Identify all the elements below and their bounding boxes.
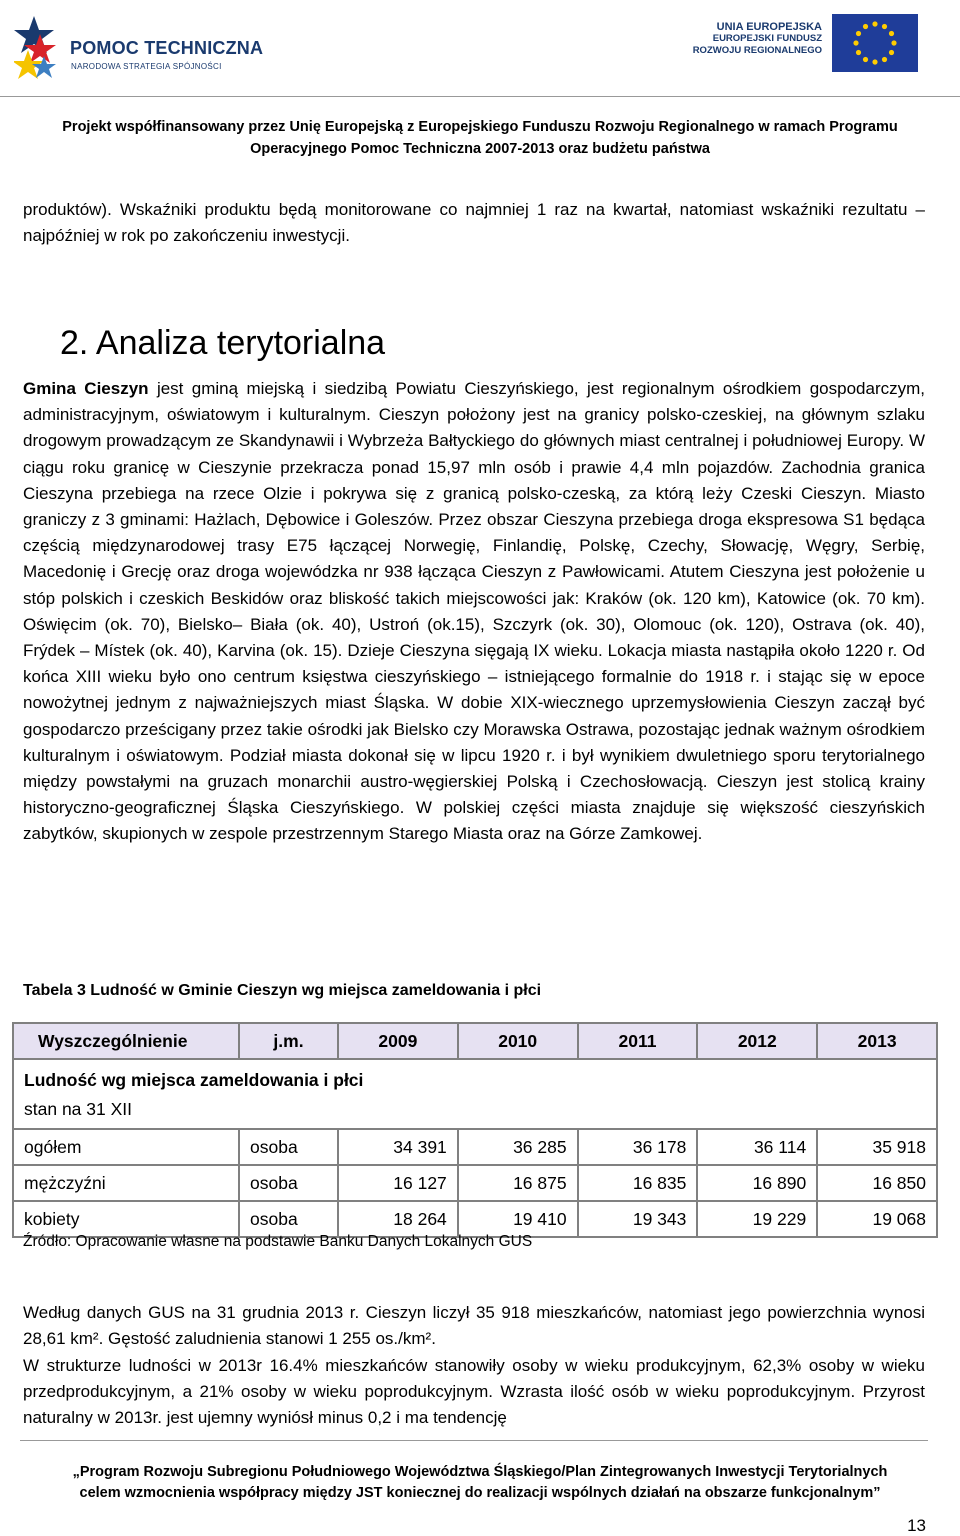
section-label-normal: stan na 31 XII bbox=[24, 1099, 132, 1119]
table-row bbox=[13, 1165, 937, 1201]
table-cell: 18 264 bbox=[338, 1201, 458, 1237]
table-row bbox=[13, 1201, 937, 1237]
main-lead: Gmina Cieszyn bbox=[23, 379, 149, 398]
table-cell: 35 918 bbox=[817, 1129, 937, 1165]
table-cell: 34 391 bbox=[338, 1129, 458, 1165]
table-cell: 16 850 bbox=[817, 1165, 937, 1201]
header-cell: 2009 bbox=[338, 1023, 458, 1059]
intro-paragraph: produktów). Wskaźniki produktu będą monitorowane co najmniej 1 raz na kwartał, natomiast wskaźniki rezultatu – najpóźniej w rok po zakończeniu inwestycji. bbox=[23, 200, 925, 246]
main-text: jest gminą miejską i siedzibą Powiatu Cieszyńskiego, jest regionalnym ośrodkiem gospodarczym, administracyjnym, oświatowym i kulturalnym. Cieszyn położony jest na granicy polsko-czeskiej, na głównym szlaku drogowym prowadzącym ze Skandynawii i Wybrzeża Bałtyckiego do głównych miast centralnej i południowej Europy. W ciągu roku granicę w Cieszynie przekracza ponad 15,97 mln osób i prawie 4,4 mln pojazdów. Zachodnia granica Cieszyna przebiega na rzece Olzie i pokrywa się z granicą polsko-czeską, za którą leży Czeski Cieszyn. Miasto graniczy z 3 gminami: Hażlach, Dębowice i Goleszów. Przez obszar Cieszyna przebiega droga ekspresowa S1 będąca częścią międzynarodowej trasy E75 łączącej Norwegię, Finlandię, Polskę, Czechy, Słowację, Węgry, Serbię, Macedonię i Grecję oraz droga wojewódzka nr 938 łącząca Cieszyn z Pawłowicami. Atutem Cieszyna jest położenie u stóp polskich i czeskich Beskidów oraz bliskość takich miejscowości jak: Kraków (ok. 120 km), Katowice (ok. 70 km). Oświęcim (ok. 70), Bielsko– Biała (ok. 40), Ustroń (ok.15), Szczyrk (ok. 30), Olomouc (ok. 120), Ostrava (ok. 40), Frýdek – Místek (ok. 40), Karvina (ok. 15). Dzieje Cieszyna sięgają IX wieku. Lokacja miasta nastąpiła około 1220 r. Od końca XIII wieku było ono centrum księstwa cieszyńskiego – istniejącego formalnie do 1918 r. i stając się w epoce nowożytnej jednym z najważniejszych miast Śląska. W dobie XIX-wiecznego uprzemysłowienia Cieszyn zaczął być gospodarczo prześcigany przez takie ośrodki jak Bielsko czy Morawska Ostrawa, pozostając jednak ważnym ośrodkiem kulturalnym i oświatowym. Podział miasta dokonał się w lipcu 1920 r. i był wynikiem dwuletniego sporu terytorialnego między powstałymi na gruzach monarchii austro-węgierskiej Polską i Czechosłowacją. Cieszyn jest stolicą krainy historyczno-geograficznej Śląska Cieszyńskiego. W polskiej części miasta znajduje się większość cieszyńskich zabytków, skupionych w zespole przestrzennym Starego Miasta oraz na Górze Zamkowej. bbox=[23, 379, 925, 844]
footer-line-1: „Program Rozwoju Subregionu Południowego Województwa Śląskiego/Plan Zintegrowanych Inwestycji Terytorialnych bbox=[72, 1464, 888, 1480]
section-title: 2. Analiza terytorialna bbox=[60, 324, 386, 362]
header-cell: 2012 bbox=[697, 1023, 817, 1059]
section-label-bold: Ludność wg miejsca zameldowania i płci bbox=[24, 1070, 364, 1090]
row-unit: osoba bbox=[239, 1129, 338, 1165]
header-cell: Wyszczególnienie bbox=[13, 1023, 239, 1059]
table-cell: 16 890 bbox=[697, 1165, 817, 1201]
logo-subtitle: NARODOWA STRATEGIA SPÓJNOŚCI bbox=[71, 62, 222, 71]
eu-logo-text bbox=[693, 21, 822, 57]
section-label-cell bbox=[13, 1059, 937, 1129]
header-cell: 2010 bbox=[458, 1023, 578, 1059]
table-source: Źródło: Opracowanie własne na podstawie Banku Danych Lokalnych GUS bbox=[23, 1233, 533, 1250]
table-cell: 36 285 bbox=[458, 1129, 578, 1165]
footer-divider bbox=[20, 1440, 928, 1441]
eu-line3: ROZWOJU REGIONALNEGO bbox=[692, 45, 822, 56]
table-cell: 19 410 bbox=[458, 1201, 578, 1237]
eu-line1: UNIA EUROPEJSKA bbox=[716, 21, 822, 33]
table-section-row bbox=[13, 1059, 937, 1129]
population-table bbox=[12, 1022, 938, 1238]
footer-line-2: celem wzmocnienia współpracy między JST koniecznej do realizacji wspólnych działań na obszarze funkcjonalnym” bbox=[79, 1485, 881, 1501]
table-cell: 36 114 bbox=[697, 1129, 817, 1165]
row-label: kobiety bbox=[13, 1201, 239, 1237]
eu-logo bbox=[688, 14, 918, 74]
eu-line2: EUROPEJSKI FUNDUSZ bbox=[712, 33, 822, 44]
gus-paragraph: Według danych GUS na 31 grudnia 2013 r. Cieszyn liczył 35 918 mieszkańców, natomiast jego powierzchnia wynosi 28,61 km². Gęstość zaludnienia stanowi 1 255 os./km². bbox=[23, 1303, 925, 1349]
table-row bbox=[13, 1129, 937, 1165]
structure-paragraph: W strukturze ludności w 2013r 16.4% mieszkańców stanowiły osoby w wieku produkcyjnym, 62,3% osoby w wieku przedprodukcyjnym, a 21% osoby w wieku poprodukcyjnym. Wzrasta ilość osób w wieku poprodukcyjnym. Przyrost naturalny w 2013r. jest ujemny wyniósł minus 0,2 i ma tendencję bbox=[23, 1356, 925, 1428]
table-cell: 19 343 bbox=[578, 1201, 698, 1237]
project-line-2: Operacyjnego Pomoc Techniczna 2007-2013 oraz budżetu państwa bbox=[250, 141, 710, 157]
table-cell: 16 835 bbox=[578, 1165, 698, 1201]
row-label: mężczyźni bbox=[13, 1165, 239, 1201]
table-title: Tabela 3 Ludność w Gminie Cieszyn wg miejsca zameldowania i płci bbox=[23, 982, 542, 999]
row-unit: osoba bbox=[239, 1201, 338, 1237]
header-cell: 2013 bbox=[817, 1023, 937, 1059]
logo-title: POMOC TECHNICZNA bbox=[70, 38, 264, 58]
table-cell: 36 178 bbox=[578, 1129, 698, 1165]
table-header-row bbox=[13, 1023, 937, 1059]
pomoc-techniczna-logo bbox=[14, 12, 264, 88]
star-logo-icon bbox=[14, 12, 70, 88]
row-unit: osoba bbox=[239, 1165, 338, 1201]
table-cell: 19 068 bbox=[817, 1201, 937, 1237]
project-line-1: Projekt współfinansowany przez Unię Europejską z Europejskiego Funduszu Rozwoju Regionalnego w ramach Programu bbox=[62, 119, 898, 135]
header-cell: 2011 bbox=[578, 1023, 698, 1059]
table-cell: 16 875 bbox=[458, 1165, 578, 1201]
main-paragraph bbox=[23, 376, 925, 848]
row-label: ogółem bbox=[13, 1129, 239, 1165]
page-number: 13 bbox=[907, 1516, 926, 1535]
table-cell: 16 127 bbox=[338, 1165, 458, 1201]
eu-flag-icon bbox=[832, 14, 918, 72]
header-cell: j.m. bbox=[239, 1023, 338, 1059]
header-divider bbox=[0, 96, 960, 97]
table-cell: 19 229 bbox=[697, 1201, 817, 1237]
